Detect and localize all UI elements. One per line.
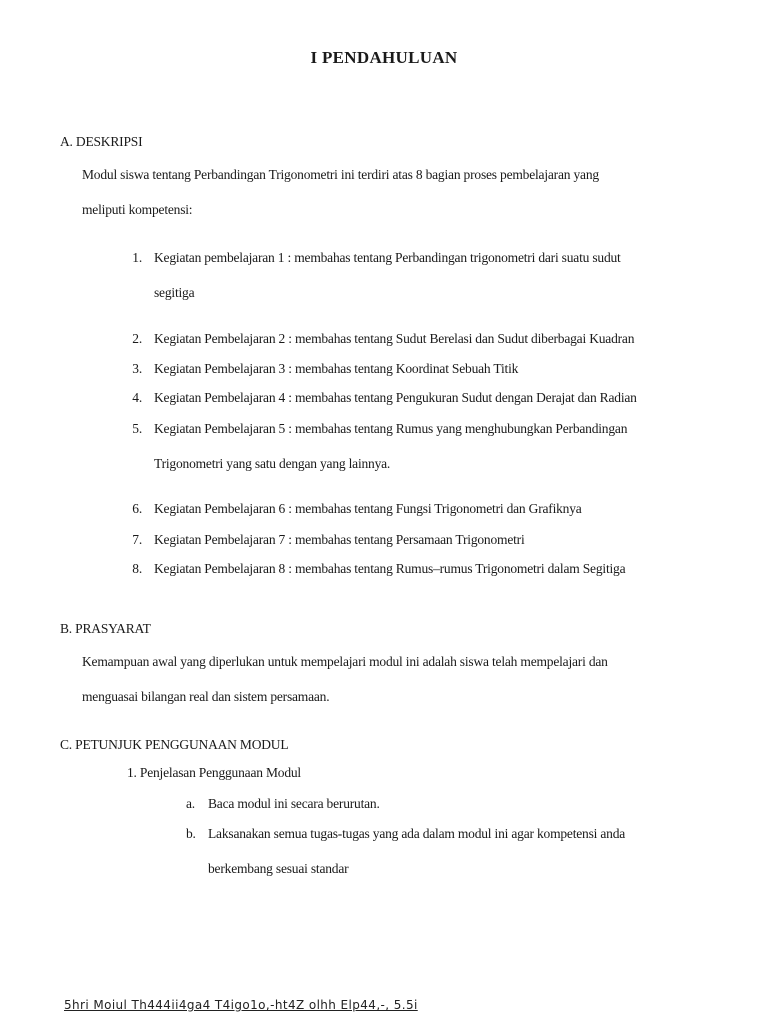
- section-b-paragraph-line1: Kemampuan awal yang diperlukan untuk mempelajari modul ini adalah siswa telah mempelajari dan: [82, 654, 608, 669]
- section-a-heading: A. DESKRIPSI: [60, 134, 143, 149]
- footer-text: 5hri Moiul Th444ii4ga4 T4igo1o,-ht4Z olhh Elp44,-, 5.5i: [64, 998, 418, 1012]
- sub-item-text: Laksanakan semua tugas-tugas yang ada dalam modul ini agar kompetensi anda: [208, 826, 626, 841]
- list-item-number: 5.: [132, 421, 142, 436]
- list-item-text: Kegiatan Pembelajaran 8 : membahas tentang Rumus–rumus Trigonometri dalam Segitiga: [154, 561, 626, 576]
- list-item-text: Kegiatan Pembelajaran 4 : membahas tentang Pengukuran Sudut dengan Derajat dan Radian: [154, 390, 637, 405]
- sub-item-letter: b.: [186, 826, 196, 841]
- section-b-heading: B. PRASYARAT: [60, 621, 151, 636]
- section-c-heading: C. PETUNJUK PENGGUNAAN MODUL: [60, 737, 289, 752]
- sub-item-letter: a.: [186, 796, 195, 811]
- section-a-paragraph-line1: Modul siswa tentang Perbandingan Trigonometri ini terdiri atas 8 bagian proses pembelajaran yang: [82, 167, 599, 182]
- list-item-text: Kegiatan Pembelajaran 2 : membahas tentang Sudut Berelasi dan Sudut diberbagai Kuadran: [154, 331, 635, 346]
- sub-item-text: Baca modul ini secara berurutan.: [208, 796, 380, 811]
- list-item-number: 8.: [132, 561, 142, 576]
- list-item-text-continued: Trigonometri yang satu dengan yang lainnya.: [154, 456, 391, 471]
- section-c-subheading: 1. Penjelasan Penggunaan Modul: [127, 765, 301, 780]
- list-item-number: 6.: [132, 501, 142, 516]
- list-item-text: Kegiatan Pembelajaran 6 : membahas tentang Fungsi Trigonometri dan Grafiknya: [154, 501, 582, 516]
- list-item-number: 3.: [132, 361, 142, 376]
- list-item-text: Kegiatan Pembelajaran 5 : membahas tentang Rumus yang menghubungkan Perbandingan: [154, 421, 628, 436]
- list-item-text: Kegiatan pembelajaran 1 : membahas tentang Perbandingan trigonometri dari suatu sudut: [154, 250, 621, 265]
- list-item-number: 1.: [132, 250, 142, 265]
- page-title: I PENDAHULUAN: [310, 48, 458, 67]
- list-item-text-continued: segitiga: [154, 285, 195, 300]
- list-item-number: 7.: [132, 532, 142, 547]
- list-item-text: Kegiatan Pembelajaran 3 : membahas tentang Koordinat Sebuah Titik: [154, 361, 519, 376]
- section-b-paragraph-line2: menguasai bilangan real dan sistem persamaan.: [82, 689, 330, 704]
- list-item-number: 2.: [132, 331, 142, 346]
- sub-item-text-continued: berkembang sesuai standar: [208, 861, 349, 876]
- list-item-text: Kegiatan Pembelajaran 7 : membahas tentang Persamaan Trigonometri: [154, 532, 525, 547]
- section-a-paragraph-line2: meliputi kompetensi:: [82, 202, 193, 217]
- list-item-number: 4.: [132, 390, 142, 405]
